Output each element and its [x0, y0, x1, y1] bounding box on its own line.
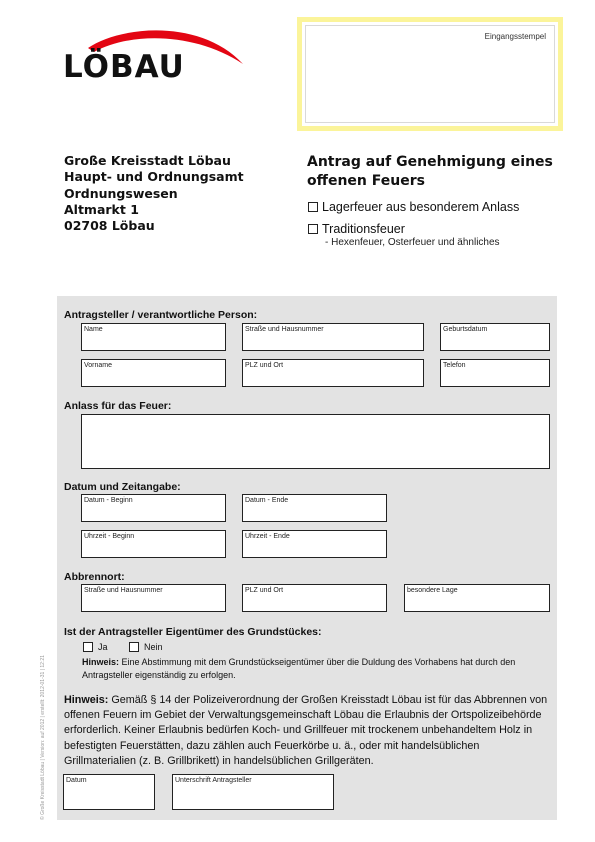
occasion-heading: Anlass für das Feuer: — [64, 400, 172, 412]
phone-field[interactable] — [440, 359, 550, 387]
option-traditional[interactable] — [308, 222, 405, 236]
owner-no-label: Nein — [144, 642, 163, 652]
owner-hint — [82, 656, 547, 681]
logo-text: LÖBAU — [63, 49, 185, 85]
address-line: Ordnungswesen — [64, 185, 178, 201]
legal-notice — [64, 693, 552, 769]
option-traditional-note: - Hexenfeuer, Osterfeuer und ähnliches — [325, 237, 500, 248]
street-label: Straße und Hausnummer — [245, 326, 324, 333]
legal-notice-text: Gemäß § 14 der Polizeiverordnung der Großen Kreisstadt Löbau ist für das Abbrennen von offenen Feuern im Gebiet der Verwaltungsgemeinschaft Löbau die Erlaubnis der Ortspolizeibehörde erforderlich. Keiner Erlaubnis bedürfen Koch- und Grillfeuer mit trockenem unbehandeltem Holz in befestigten Feuerstätten, dazu zählen auch Feuerkörbe u. ä., oder mit handelsüblichen Grillmaterialien (z. B. Grillbrikett) in handelsüblichen Grillgeräten. — [64, 694, 548, 767]
location-zip-city-label: PLZ und Ort — [245, 587, 284, 594]
location-street-label: Straße und Hausnummer — [84, 587, 163, 594]
stamp-box — [297, 17, 563, 131]
checkbox-traditional[interactable] — [308, 224, 318, 234]
date-begin-label: Datum - Beginn — [84, 497, 133, 504]
form-title: Antrag auf Genehmigung eines offenen Feuers — [307, 154, 553, 189]
owner-hint-label: Hinweis: — [82, 657, 120, 667]
time-end-label: Uhrzeit - Ende — [245, 533, 290, 540]
birthdate-label: Geburtsdatum — [443, 326, 488, 333]
owner-hint-text: Eine Abstimmung mit dem Grundstückseigentümer über die Duldung des Vorhabens hat durch den Antragsteller eigenständig zu erfolgen. — [82, 657, 516, 680]
signature-field[interactable] — [172, 774, 334, 810]
first-name-label: Vorname — [84, 362, 113, 369]
checkbox-owner-yes[interactable] — [83, 642, 93, 652]
owner-question: Ist der Antragsteller Eigentümer des Grundstückes: — [64, 626, 322, 638]
phone-label: Telefon — [443, 362, 466, 369]
date-end-field[interactable] — [242, 494, 387, 522]
time-end-field[interactable] — [242, 530, 387, 558]
legal-notice-label: Hinweis: — [64, 694, 109, 706]
owner-yes-label: Ja — [98, 642, 108, 652]
logo — [60, 22, 250, 88]
checkbox-owner-no[interactable] — [129, 642, 139, 652]
option-campfire-label: Lagerfeuer aus besonderem Anlass — [322, 200, 520, 214]
side-version-text: © Große Kreisstadt Löbau | Version: auf 2012 | erstellt: 2012-01-31 | 12:21 — [40, 655, 46, 820]
first-name-field[interactable] — [81, 359, 226, 387]
address-line: Große Kreisstadt Löbau — [64, 153, 231, 168]
name-label: Name — [84, 326, 103, 333]
address-line: Haupt- und Ordnungsamt — [64, 169, 244, 185]
owner-no-option[interactable] — [129, 642, 163, 652]
zip-city-field[interactable] — [242, 359, 424, 387]
occasion-field[interactable] — [81, 414, 550, 469]
zip-city-label: PLZ und Ort — [245, 362, 284, 369]
date-end-label: Datum - Ende — [245, 497, 289, 504]
option-traditional-label: Traditionsfeuer — [322, 222, 405, 236]
address-line: Altmarkt 1 — [64, 201, 139, 217]
special-location-field[interactable] — [404, 584, 550, 612]
signature-date-field[interactable] — [63, 774, 155, 810]
name-field[interactable] — [81, 323, 226, 351]
applicant-heading: Antragsteller / verantwortliche Person: — [64, 309, 258, 321]
owner-yes-option[interactable] — [83, 642, 108, 652]
stamp-label: Eingangsstempel — [484, 32, 546, 41]
location-heading: Abbrennort: — [64, 571, 125, 583]
option-campfire[interactable] — [308, 200, 519, 214]
checkbox-campfire[interactable] — [308, 202, 318, 212]
birthdate-field[interactable] — [440, 323, 550, 351]
stamp-inner — [305, 25, 555, 123]
signature-label: Unterschrift Antragsteller — [175, 777, 252, 784]
location-zip-city-field[interactable] — [242, 584, 387, 612]
date-begin-field[interactable] — [81, 494, 226, 522]
special-location-label: besondere Lage — [407, 587, 458, 594]
street-field[interactable] — [242, 323, 424, 351]
form-panel — [57, 296, 557, 820]
recipient-address — [64, 153, 244, 234]
datetime-heading: Datum und Zeitangabe: — [64, 481, 181, 493]
signature-date-label: Datum — [66, 777, 87, 784]
address-line: 02708 Löbau — [64, 218, 155, 234]
time-begin-field[interactable] — [81, 530, 226, 558]
location-street-field[interactable] — [81, 584, 226, 612]
time-begin-label: Uhrzeit - Beginn — [84, 533, 135, 540]
